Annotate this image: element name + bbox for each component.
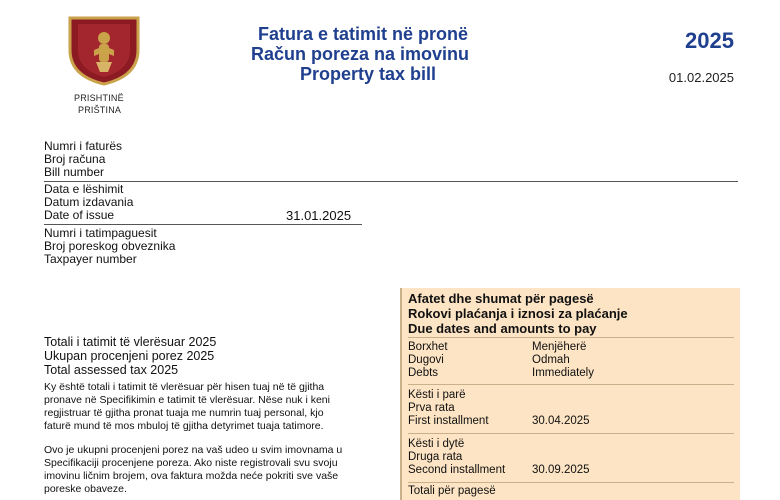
divider — [408, 433, 734, 434]
debts-label-en: Debts — [408, 367, 439, 379]
tax-year: 2025 — [685, 28, 734, 53]
debts-labels — [408, 341, 448, 380]
payment-title-block — [408, 291, 628, 336]
divider — [408, 337, 734, 338]
taxpayer-number-label-en: Taxpayer number — [44, 252, 137, 266]
second-installment-label-sq: Kësti i dytë — [408, 438, 465, 450]
total-assessed-label-en: Total assessed tax 2025 — [44, 363, 179, 377]
taxpayer-number-label-sr: Broj poreskog obveznika — [44, 239, 176, 253]
title-serbian: Račun poreza na imovinu — [251, 44, 470, 64]
debts-label-sq: Borxhet — [408, 341, 448, 353]
first-installment-label-sr: Prva rata — [408, 402, 455, 414]
second-installment-label-sr: Druga rata — [408, 451, 463, 463]
total-assessed-block — [44, 335, 216, 377]
taxpayer-number-block — [44, 227, 175, 266]
municipality-name-sr: PRIŠTINA — [78, 105, 122, 115]
debts-due-en: Immediately — [532, 367, 594, 379]
taxpayer-number-label-sq: Numri i tatimpaguesit — [44, 226, 157, 240]
second-installment-label-en: Second installment — [408, 464, 506, 476]
title-english: Property tax bill — [300, 64, 437, 84]
date-of-issue-block — [44, 183, 133, 222]
divider — [44, 181, 738, 182]
bill-number-label-en: Bill number — [44, 165, 105, 179]
payment-title-sq: Afatet dhe shumat për pagesë — [408, 291, 594, 306]
debts-label-sr: Dugovi — [408, 354, 444, 366]
header-date: 01.02.2025 — [668, 70, 734, 85]
coat-of-arms-icon — [66, 16, 142, 86]
note-serbian: Ovo je ukupni procenjeni porez na vaš udeo u svim imovnama u Specifikaciji procenjene poreza. Ako niste registrovali svu svoju imovinu ličnim brojem, ova faktura možda neće pokriti sve vaše poreske obaveze. — [44, 444, 343, 495]
date-of-issue-value: 31.01.2025 — [286, 208, 352, 223]
note-albanian: Ky është totali i tatimit të vlerësuar për hisen tuaj në të gjitha pronave në Specifikimin e tatimit të vlerësuar. Nëse nuk i keni regjistruar të gjitha pronat tuaja me numrin tuaj personal, kjo faturë mund të mos mbuloj të gjitha detyrimet tuaja tatimore. — [44, 381, 330, 432]
first-installment-label-sq: Kësti i parë — [408, 389, 466, 401]
total-assessed-label-sq: Totali i tatimit të vlerësuar 2025 — [44, 335, 217, 349]
bill-number-label-sr: Broj računa — [44, 152, 106, 166]
divider — [408, 384, 734, 385]
bill-number-label-sq: Numri i faturës — [44, 139, 123, 153]
second-installment-date: 30.09.2025 — [532, 464, 590, 476]
divider — [44, 224, 362, 225]
debts-due-sr: Odmah — [532, 354, 570, 366]
date-of-issue-label-sr: Datum izdavania — [44, 195, 134, 209]
payment-title-en: Due dates and amounts to pay — [408, 321, 597, 336]
divider — [408, 482, 734, 483]
second-installment-labels — [408, 438, 505, 477]
payment-schedule-box — [400, 288, 740, 500]
date-of-issue-label-en: Date of issue — [44, 208, 115, 222]
municipality-name-sq: PRISHTINË — [74, 93, 124, 103]
total-assessed-label-sr: Ukupan procenjeni porez 2025 — [44, 349, 215, 363]
bill-number-block — [44, 140, 122, 179]
payment-title-sr: Rokovi plaćanja i iznosi za plaćanje — [408, 306, 628, 321]
first-installment-label-en: First installment — [408, 415, 489, 427]
municipality-logo — [66, 16, 142, 86]
total-to-pay-label: Totali për pagesë — [408, 485, 496, 497]
first-installment-date: 30.04.2025 — [532, 415, 590, 427]
debts-due — [532, 341, 594, 380]
date-of-issue-label-sq: Data e lëshimit — [44, 182, 124, 196]
first-installment-labels — [408, 389, 489, 428]
debts-due-sq: Menjëherë — [532, 341, 587, 353]
title-albanian: Fatura e tatimit në pronë — [258, 24, 469, 44]
